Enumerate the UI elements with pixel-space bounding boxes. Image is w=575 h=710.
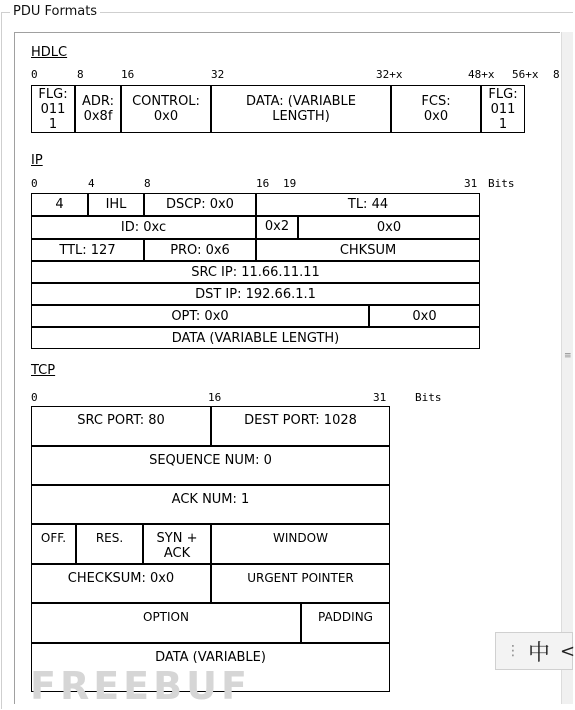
hdlc-bit-end: 8 (553, 68, 560, 81)
tcp-bit-0: 0 (31, 391, 38, 404)
ip-bit-16: 16 (256, 177, 270, 190)
hdlc-bit-8: 8 (77, 68, 84, 81)
ip-bit-31: 31 (464, 177, 478, 190)
tcp-bit-16: 16 (208, 391, 222, 404)
hdlc-bit-56x: 56+x (512, 68, 539, 81)
group-title: PDU Formats (10, 4, 100, 19)
hdlc-bit-32x: 32+x (376, 68, 403, 81)
tcp-data: DATA (VARIABLE) (31, 643, 390, 692)
tcp-source-port: SRC PORT: 80 (31, 406, 211, 446)
ip-protocol: PRO: 0x6 (144, 239, 256, 261)
ip-bit-8: 8 (144, 177, 151, 190)
tcp-sequence-number: SEQUENCE NUM: 0 (31, 446, 390, 485)
hdlc-address: ADR: 0x8f (75, 85, 121, 133)
ime-arrow-icon[interactable]: < (560, 640, 575, 662)
ime-language-indicator[interactable]: 中 (528, 640, 551, 666)
hdlc-fcs: FCS: 0x0 (391, 85, 481, 133)
ip-identification: ID: 0xc (31, 216, 256, 239)
tcp-destination-port: DEST PORT: 1028 (211, 406, 390, 446)
hdlc-data: DATA: (VARIABLE LENGTH) (211, 85, 391, 133)
ip-data: DATA (VARIABLE LENGTH) (31, 327, 480, 349)
tcp-flags: SYN + ACK (143, 524, 211, 564)
ip-version: 4 (31, 193, 88, 216)
ip-bit-0: 0 (31, 177, 38, 190)
ip-destination-address: DST IP: 192.66.1.1 (31, 283, 480, 305)
hdlc-bit-32: 32 (211, 68, 225, 81)
ip-flags: 0x2 (256, 216, 298, 239)
tcp-checksum: CHECKSUM: 0x0 (31, 564, 211, 603)
tcp-window: WINDOW (211, 524, 390, 564)
ip-source-address: SRC IP: 11.66.11.11 (31, 261, 480, 283)
ip-fragment-offset: 0x0 (298, 216, 480, 239)
tcp-data-offset: OFF. (31, 524, 76, 564)
tcp-urgent-pointer: URGENT POINTER (211, 564, 390, 603)
ip-options: OPT: 0x0 (31, 305, 369, 327)
ip-bits-label: Bits (488, 177, 515, 190)
scroll-grip-icon: ≡ (564, 351, 572, 361)
ip-bit-4: 4 (88, 177, 95, 190)
ip-bit-19: 19 (283, 177, 297, 190)
hdlc-bit-0: 0 (31, 68, 38, 81)
ip-title: IP (31, 153, 43, 168)
tcp-bit-31: 31 (373, 391, 387, 404)
vertical-scrollbar[interactable] (561, 32, 573, 704)
tcp-padding: PADDING (301, 603, 390, 643)
ip-padding: 0x0 (369, 305, 480, 327)
ip-total-length: TL: 44 (256, 193, 480, 216)
tcp-options: OPTION (31, 603, 301, 643)
tcp-ack-number: ACK NUM: 1 (31, 485, 390, 524)
hdlc-flag-end: FLG: 011 1 (481, 85, 525, 133)
ime-grip-icon: ⋮ (506, 643, 520, 659)
ime-language-bar[interactable] (495, 632, 573, 670)
hdlc-title: HDLC (31, 45, 68, 60)
ip-checksum: CHKSUM (256, 239, 480, 261)
hdlc-control: CONTROL: 0x0 (121, 85, 211, 133)
tcp-bits-label: Bits (415, 391, 442, 404)
ip-dscp: DSCP: 0x0 (144, 193, 256, 216)
hdlc-flag-start: FLG: 011 1 (31, 85, 75, 133)
ip-ttl: TTL: 127 (31, 239, 144, 261)
hdlc-bit-16: 16 (121, 68, 135, 81)
ip-ihl: IHL (88, 193, 144, 216)
watermark-logo: FREEBUF (30, 664, 251, 708)
tcp-title: TCP (31, 363, 56, 378)
hdlc-bit-48x: 48+x (468, 68, 495, 81)
tcp-reserved: RES. (76, 524, 143, 564)
